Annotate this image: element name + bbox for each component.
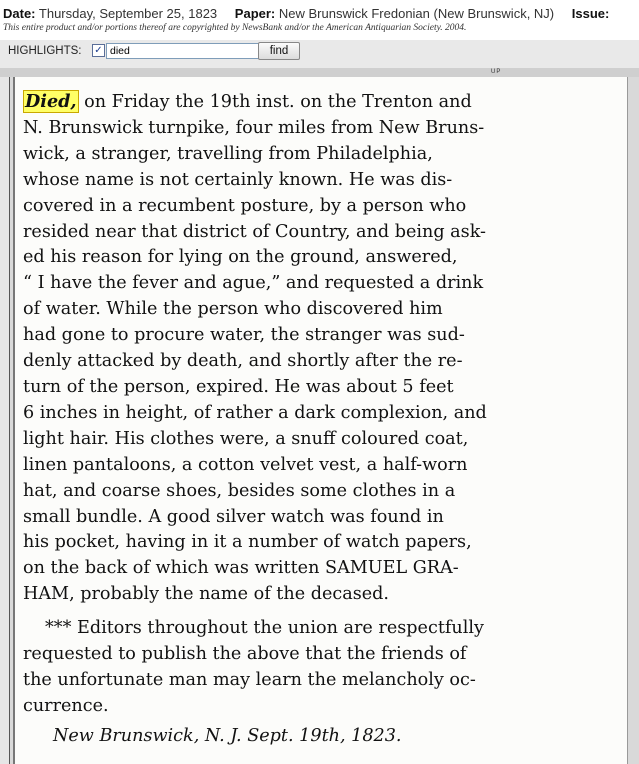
- header-bar: [0, 0, 639, 40]
- date-value: Thursday, September 25, 1823: [38, 6, 218, 21]
- highlights-toolbar: [0, 40, 639, 69]
- notice-line: the unfortunate man may learn the melancholy oc-: [23, 669, 476, 690]
- article-line: 6 inches in height, of rather a dark complexion, and: [23, 402, 487, 423]
- editors-notice: [23, 616, 620, 720]
- issue-label: Issue:: [571, 6, 610, 21]
- date-label: Date:: [3, 6, 36, 21]
- article-line: light hair. His clothes were, a snuff coloured coat,: [23, 428, 469, 449]
- dateline: New Brunswick, N. J. Sept. 19th, 1823.: [53, 725, 402, 746]
- article-line: on the back of which was written SAMUEL GRA-: [23, 558, 459, 579]
- highlight-search-input[interactable]: [106, 43, 262, 59]
- article-line: linen pantaloons, a cotton velvet vest, a half-worn: [23, 454, 468, 475]
- notice-line: requested to publish the above that the friends of: [23, 644, 467, 665]
- article-line: covered in a recumbent posture, by a person who: [23, 195, 467, 216]
- article-line: resided near that district of Country, and being ask-: [23, 221, 486, 242]
- article-line: turn of the person, expired. He was about 5 feet: [23, 376, 454, 397]
- article-line: had gone to procure water, the stranger was sud-: [23, 325, 465, 346]
- highlights-checkbox[interactable]: ✓: [92, 44, 105, 57]
- article-line: N. Brunswick turnpike, four miles from New Bruns-: [23, 117, 485, 138]
- article-line: Died, on Friday the 19th inst. on the Trenton and: [25, 91, 472, 112]
- article-line: ed his reason for lying on the ground, answered,: [23, 247, 458, 268]
- highlights-label: HIGHLIGHTS:: [8, 45, 82, 57]
- up-label[interactable]: UP: [491, 69, 502, 75]
- page-viewer: [0, 69, 639, 764]
- search-highlight: Died,: [25, 91, 77, 112]
- article-line: “ I have the fever and ague,” and requested a drink: [23, 273, 484, 294]
- paper-label: Paper:: [234, 6, 276, 21]
- copyright-notice: This entire product and/or portions thereof are copyrighted by NewsBank and/or the American Antiquarian Society. 2004.: [3, 23, 467, 33]
- citation-line: [3, 6, 609, 21]
- paper-value: New Brunswick Fredonian (New Brunswick, NJ): [278, 6, 555, 21]
- newspaper-scan: [13, 77, 628, 764]
- up-scroll-bar[interactable]: [0, 69, 639, 77]
- article-text: [23, 89, 620, 750]
- article-line: denly attacked by death, and shortly after the re-: [23, 351, 463, 372]
- article-line: wick, a stranger, travelling from Philadelphia,: [23, 143, 433, 164]
- notice-line: currence.: [23, 695, 109, 716]
- article-line: HAM, probably the name of the decased.: [23, 584, 390, 605]
- viewer-left-edge: [0, 77, 10, 764]
- article-line: hat, and coarse shoes, besides some clothes in a: [23, 480, 456, 501]
- article-line: his pocket, having in it a number of watch papers,: [23, 532, 472, 553]
- find-button[interactable]: find: [258, 42, 300, 60]
- notice-line: *⁠*⁠* Editors throughout the union are respectfully: [45, 618, 484, 639]
- article-line: of water. While the person who discovered him: [23, 299, 443, 320]
- article-line: small bundle. A good silver watch was found in: [23, 506, 444, 527]
- article-line: whose name is not certainly known. He was dis-: [23, 169, 453, 190]
